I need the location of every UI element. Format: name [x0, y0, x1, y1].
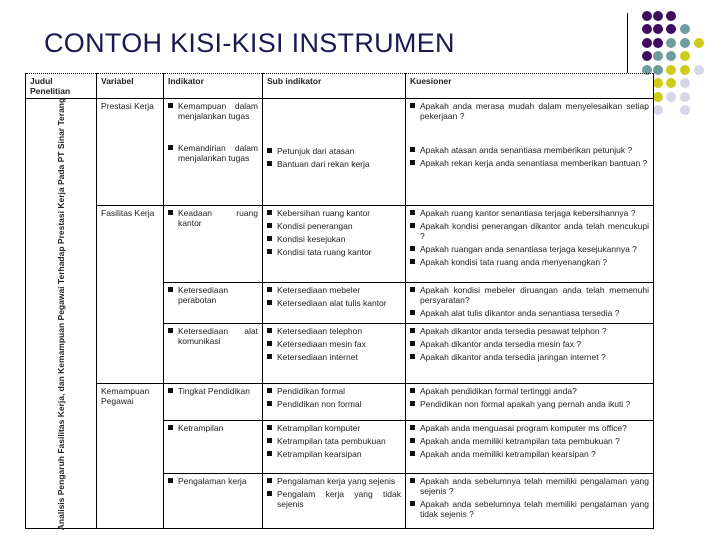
indikator-item: Kemandirian dalam menjalankan tugas	[168, 143, 258, 163]
variabel-cell: Kemampuan Pegawai	[97, 384, 164, 529]
decorative-line	[627, 13, 628, 73]
indikator-cell	[164, 283, 263, 324]
kuesioner-item: Apakah kondisi penerangan dikantor anda telah mencukupi ?	[410, 221, 649, 241]
decorative-dot	[680, 65, 690, 75]
decorative-dot	[680, 78, 690, 88]
sub-indikator-item: Pendidikan formal	[267, 386, 401, 396]
decorative-dot	[653, 24, 663, 34]
sub-indikator-item: Pendidikan non formal	[267, 399, 401, 409]
decorative-dot	[642, 38, 652, 48]
sub-indikator-item: Ketrampilan tata pembukuan	[267, 436, 401, 446]
sub-indikator-item: Pengalaman kerja yang sejenis	[267, 476, 401, 486]
sub-indikator-item: Kebersihan ruang kantor	[267, 208, 401, 218]
indikator-cell	[164, 206, 263, 283]
sub-indikator-item: Ketersediaan telephon	[267, 326, 401, 336]
kuesioner-cell	[406, 421, 654, 474]
header-judul: Judul Penelitian	[26, 74, 97, 99]
kuesioner-item: Apakah kondisi mebeler diruangan anda telah memenuhi persyaratan?	[410, 285, 649, 305]
judul-penelitian-cell	[26, 99, 97, 529]
sub-indikator-item: Kondisi tata ruang kantor	[267, 247, 401, 257]
kuesioner-item: Apakah dikantor anda tersedia pesawat telphon ?	[410, 326, 649, 336]
table-row	[26, 206, 654, 283]
decorative-dot	[694, 65, 704, 75]
header-kuesioner: Kuesioner	[406, 74, 654, 99]
decorative-dot	[642, 11, 652, 21]
sub-indikator-item: Kondisi penerangan	[267, 221, 401, 231]
kuesioner-cell	[406, 384, 654, 421]
kuesioner-cell	[406, 474, 654, 529]
variabel-cell: Fasilitas Kerja	[97, 206, 164, 384]
table-row	[26, 99, 654, 206]
sub-cell	[263, 474, 406, 529]
indikator-cell	[164, 324, 263, 384]
kuesioner-item: Apakah anda memiliki ketrampilan kearsipan ?	[410, 449, 649, 459]
decorative-dot	[653, 51, 663, 61]
slide-title: CONTOH KISI-KISI INSTRUMEN	[44, 28, 455, 58]
sub-indikator-item: Ketrampilan komputer	[267, 423, 401, 433]
indikator-item: Ketrampilan	[168, 423, 258, 433]
decorative-dot	[666, 38, 676, 48]
kuesioner-item: Apakah pendidikan formal tertinggi anda?	[410, 386, 649, 396]
kuesioner-item: Apakah ruangan anda senantiasa terjaga kesejukannya ?	[410, 244, 649, 254]
decorative-dot	[666, 92, 676, 102]
decorative-dot	[680, 51, 690, 61]
kuesioner-cell	[406, 206, 654, 283]
kuesioner-item: Apakah dikantor anda tersedia jaringan internet ?	[410, 352, 649, 362]
sub-cell	[263, 384, 406, 421]
decorative-dot	[666, 51, 676, 61]
kuesioner-item: Apakah alat tulis dikantor anda senantiasa tersedia ?	[410, 308, 649, 318]
decorative-dot	[653, 65, 663, 75]
sub-cell	[263, 421, 406, 474]
header-sub-indikator: Sub indikator	[263, 74, 406, 99]
kuesioner-item: Apakah dikantor anda tersedia mesin fax ?	[410, 339, 649, 349]
kuesioner-item: Apakah anda memiliki ketrampilan tata pembukuan ?	[410, 436, 649, 446]
sub-indikator-item: Ketersediaan alat tulis kantor	[267, 298, 401, 308]
kuesioner-cell	[406, 99, 654, 206]
indikator-item: Tingkat Pendidikan	[168, 386, 258, 396]
decorative-dot	[680, 92, 690, 102]
sub-cell	[263, 206, 406, 283]
kuesioner-cell	[406, 324, 654, 384]
indikator-cell	[164, 421, 263, 474]
indikator-item: Kemampuan dalam menjalankan tugas	[168, 101, 258, 121]
indikator-item: Ketersediaan alat komunikasi	[168, 326, 258, 346]
decorative-dot	[653, 92, 663, 102]
sub-cell	[263, 283, 406, 324]
header-indikator: Indikator	[164, 74, 263, 99]
decorative-dot	[680, 38, 690, 48]
indikator-item: Ketersediaan perabotan	[168, 285, 258, 305]
kuesioner-item: Apakah kondisi tata ruang anda menyenangkan ?	[410, 257, 649, 267]
sub-indikator-item: Ketersediaan mebeler	[267, 285, 401, 295]
decorative-dot	[653, 11, 663, 21]
judul-penelitian: Analisis Pengaruh Fasilitas Kerja, dan Kemampuan Pegawai Terhadap Prestasi Kerja Pada PT Sinar Terang	[56, 97, 66, 530]
table-row	[26, 384, 654, 421]
kuesioner-item: Apakah anda sebelumnya telah memiliki pengalaman yang tidak sejenis ?	[410, 499, 649, 519]
sub-cell	[263, 99, 406, 206]
header-variabel: Variabel	[97, 74, 164, 99]
sub-indikator-item: Pengalam kerja yang tidak sejenis	[267, 489, 401, 509]
indikator-item: Keadaan ruang kantor	[168, 208, 258, 228]
indikator-item: Pengalaman kerja	[168, 476, 258, 486]
kuesioner-cell	[406, 283, 654, 324]
decorative-dot	[653, 38, 663, 48]
sub-indikator-item: Ketersediaan mesin fax	[267, 339, 401, 349]
decorative-dot	[666, 65, 676, 75]
variabel-cell: Prestasi Kerja	[97, 99, 164, 206]
decorative-dot	[680, 24, 690, 34]
decorative-dot	[666, 24, 676, 34]
decorative-dot	[680, 105, 690, 115]
sub-indikator-item: Ketersediaan internet	[267, 352, 401, 362]
kisi-kisi-table	[25, 73, 654, 529]
decorative-dot	[666, 78, 676, 88]
kuesioner-item: Apakah anda merasa mudah dalam menyelesaikan setiap pekerjaan ?	[410, 101, 649, 121]
sub-indikator-item: Bantuan dari rekan kerja	[267, 159, 401, 169]
sub-indikator-item: Petunjuk dari atasan	[267, 146, 401, 156]
kuesioner-item: Apakah ruang kantor senantiasa terjaga kebersihannya ?	[410, 208, 649, 218]
sub-cell	[263, 324, 406, 384]
decorative-dot	[694, 38, 704, 48]
decorative-dot	[666, 11, 676, 21]
sub-indikator-item: Ketrampilan kearsipan	[267, 449, 401, 459]
indikator-cell	[164, 99, 263, 206]
kuesioner-item: Pendidikan non formal apakah yang pernah anda ikuti ?	[410, 399, 649, 409]
kuesioner-item: Apakah rekan kerja anda senantiasa memberikan bantuan ?	[410, 158, 649, 168]
decorative-dot	[653, 78, 663, 88]
indikator-cell	[164, 474, 263, 529]
sub-indikator-item: Kondisi kesejukan	[267, 234, 401, 244]
kuesioner-item: Apakah atasan anda senantiasa memberikan petunjuk ?	[410, 145, 649, 155]
decorative-dot	[653, 105, 663, 115]
decorative-dot	[642, 24, 652, 34]
decorative-dot	[642, 51, 652, 61]
kuesioner-item: Apakah anda menguasai program komputer ms office?	[410, 423, 649, 433]
kuesioner-item: Apakah anda sebelumnya telah memiliki pengalaman yang sejenis ?	[410, 476, 649, 496]
indikator-cell	[164, 384, 263, 421]
